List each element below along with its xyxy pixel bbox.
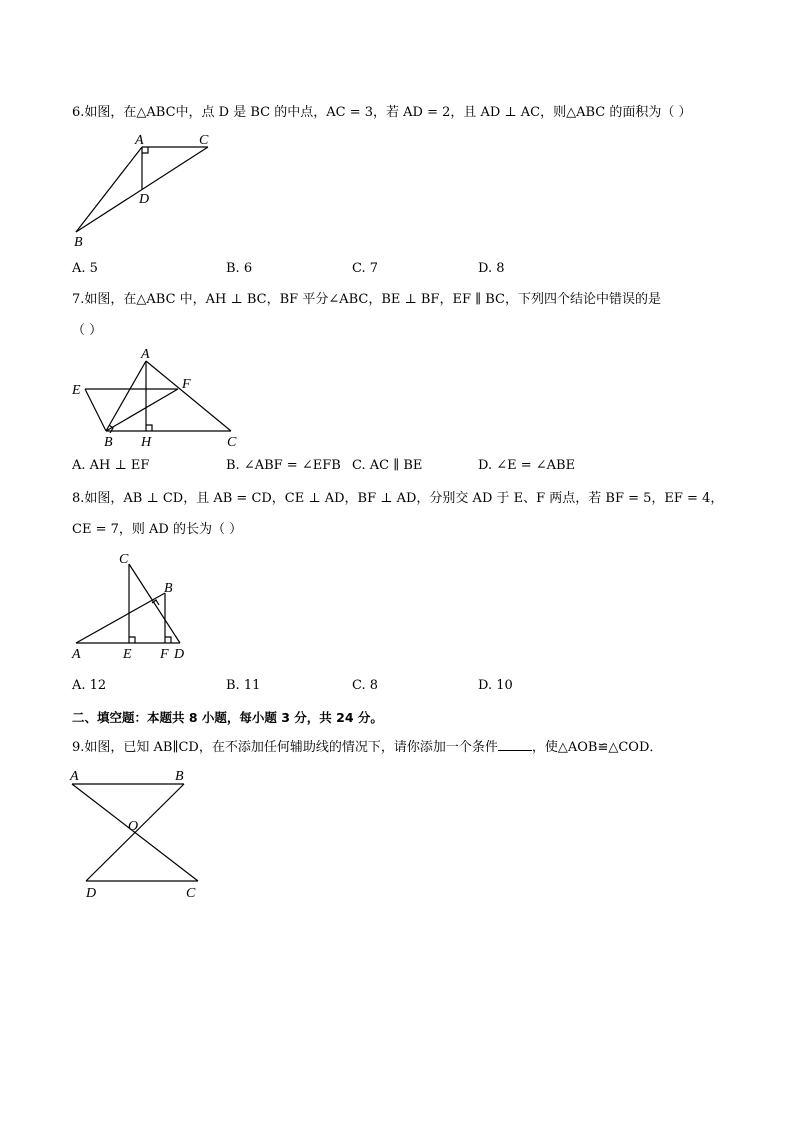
q7-label-B: B bbox=[104, 435, 113, 450]
q7-text: 如图，在△ABC 中，AH ⊥ BC，BF 平分∠ABC，BE ⊥ BF，EF ∥ BC，下列四个结论中错误的是 bbox=[84, 292, 661, 307]
q7-label-F: F bbox=[182, 377, 191, 392]
q8-number: 8. bbox=[72, 491, 85, 506]
q6-option-a[interactable]: A. 5 bbox=[72, 261, 98, 276]
q8-option-b[interactable]: B. 11 bbox=[226, 678, 261, 693]
q7-option-a[interactable]: A. AH ⊥ EF bbox=[72, 458, 150, 473]
q8-label-D: D bbox=[174, 647, 185, 662]
q8-text: 如图，AB ⊥ CD，且 AB = CD，CE ⊥ AD，BF ⊥ AD，分别交 AD 于 E、F 两点，若 BF = 5，EF = 4， bbox=[84, 491, 724, 506]
q8-label-C: C bbox=[119, 552, 129, 567]
q7-label-A: A bbox=[141, 347, 150, 362]
q6-option-d[interactable]: D. 8 bbox=[478, 261, 505, 276]
q8-option-d[interactable]: D. 10 bbox=[478, 678, 513, 693]
q9-label-O: O bbox=[128, 819, 139, 834]
q8-option-a[interactable]: A. 12 bbox=[72, 678, 107, 693]
q6-label-D: D bbox=[139, 192, 150, 207]
q9-text-before: 如图，已知 AB∥CD，在不添加任何辅助线的情况下，请你添加一个条件 bbox=[84, 740, 498, 755]
q9-label-C: C bbox=[186, 886, 196, 901]
q8-stem-line2: CE = 7，则 AD 的长为（ ） bbox=[72, 522, 243, 537]
q6-option-b[interactable]: B. 6 bbox=[226, 261, 253, 276]
q7-option-d[interactable]: D. ∠E = ∠ABE bbox=[478, 458, 576, 473]
q6-label-A: A bbox=[135, 133, 144, 148]
q6-label-C: C bbox=[199, 133, 209, 148]
q8-label-A: A bbox=[72, 647, 81, 662]
q9-label-D: D bbox=[86, 886, 97, 901]
q9-label-B: B bbox=[175, 769, 184, 784]
q9-number: 9. bbox=[72, 740, 85, 755]
q7-label-E: E bbox=[72, 383, 81, 398]
q8-option-c[interactable]: C. 8 bbox=[352, 678, 379, 693]
q6-number: 6. bbox=[72, 105, 85, 120]
q7-number: 7. bbox=[72, 292, 85, 307]
q8-label-F: F bbox=[160, 647, 169, 662]
q6-text: 如图，在△ABC中，点 D 是 BC 的中点，AC = 3，若 AD = 2，且 AD ⊥ AC，则△ABC 的面积为（ ） bbox=[84, 105, 692, 120]
q7-label-C: C bbox=[227, 435, 237, 450]
q6-option-c[interactable]: C. 7 bbox=[352, 261, 379, 276]
q9-text-after: ，使△AOB≌△COD． bbox=[531, 740, 663, 755]
q6-label-B: B bbox=[74, 235, 83, 250]
q9-label-A: A bbox=[70, 769, 79, 784]
q7-answer-paren: （ ） bbox=[72, 323, 103, 338]
q7-label-H: H bbox=[141, 435, 152, 450]
section-heading: 二、填空题：本题共 8 小题，每小题 3 分，共 24 分。 bbox=[72, 710, 383, 725]
q8-label-B: B bbox=[164, 581, 173, 596]
q7-option-c[interactable]: C. AC ∥ BE bbox=[352, 458, 423, 473]
q8-label-E: E bbox=[123, 647, 132, 662]
q7-option-b[interactable]: B. ∠ABF = ∠EFB bbox=[226, 458, 341, 473]
